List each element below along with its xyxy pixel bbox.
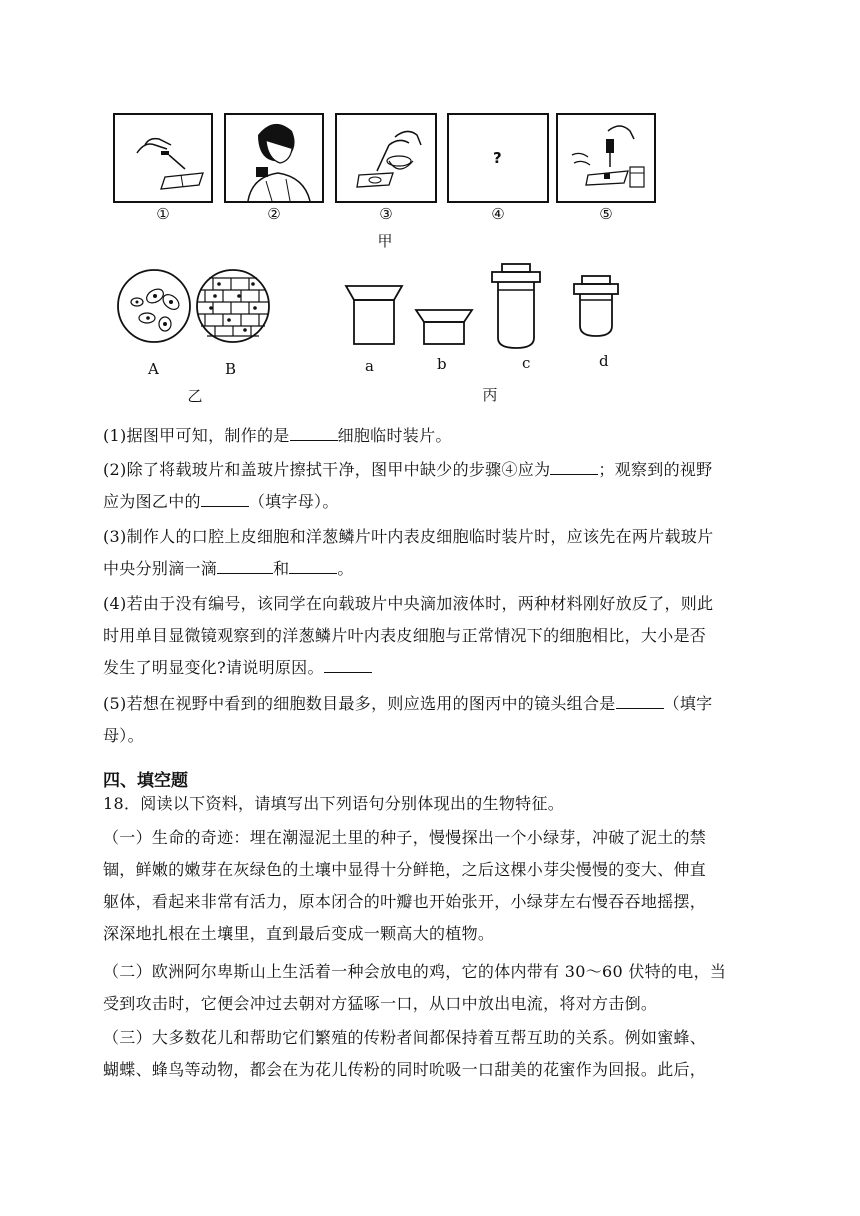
passage-1: （一）生命的奇迹：埋在潮湿泥土里的种子，慢慢探出一个小绿芽，冲破了泥土的禁 锢，鲜嫩的嫩芽在灰绿色的土壤中显得十分鲜艳，之后这棵小芽尖慢慢的变大、伸直 躯体，看起来非常有活力，原本闭合的叶瓣也开始张开，小绿芽左右慢吞吞地摇摆， 深深地扎根在土壤里，直到最后变成一颗高大的植物。: [103, 828, 707, 943]
lens-a-label: a: [365, 357, 374, 375]
figure-bing-lenses: [340, 262, 650, 352]
view-a-label: A: [148, 360, 159, 378]
step-4-panel: [447, 113, 549, 203]
step-2-panel: [224, 113, 324, 203]
person-swab-mouth-icon: [226, 115, 322, 201]
step-3-number: ③: [379, 205, 393, 223]
question-4: (4)若由于没有编号，该同学在向载玻片中央滴加液体时，两种材料刚好放反了，则此 时用单目显微镜观察到的洋葱鳞片叶内表皮细胞与正常情况下的细胞相比，大小是否 发生了明显变化?请说明原因。: [103, 594, 714, 677]
step-1-panel: [113, 113, 213, 203]
step-2-number: ②: [267, 205, 281, 223]
view-b-onion-cells: [197, 270, 269, 342]
lens-c-label: c: [522, 354, 531, 372]
step-1-number: ①: [156, 205, 170, 223]
figure-jia-label: 甲: [377, 232, 393, 250]
question-5: (5)若想在视野中看到的细胞数目最多，则应选用的图丙中的镜头组合是 （填字 母）。: [103, 688, 763, 752]
lens-b-label: b: [437, 355, 447, 373]
section-4-title: 四、填空题: [103, 771, 188, 791]
passage-2: （二）欧洲阿尔卑斯山上生活着一种会放电的鸡，它的体内带有 30～60 伏特的电，当 受到攻击时，它便会冲过去朝对方猛啄一口，从口中放出电流，将对方击倒。: [103, 962, 727, 1013]
answer-blank-3b[interactable]: [289, 555, 337, 574]
answer-blank-5[interactable]: [616, 690, 664, 709]
answer-blank-4[interactable]: [324, 654, 372, 673]
answer-blank-3a[interactable]: [217, 555, 273, 574]
dropper-on-slide-icon: [115, 115, 211, 201]
question-3: (3)制作人的口腔上皮细胞和洋葱鳞片叶内表皮细胞临时装片时，应该先在两片载玻片 中央分别滴一滴 和 。: [103, 527, 714, 578]
lens-c-objective: [492, 264, 540, 348]
question-2: (2)除了将载玻片和盖玻片擦拭干净，图甲中缺少的步骤④应为 ；观察到的视野 应为图乙中的 （填字母）。: [103, 454, 763, 518]
step-5-number: ⑤: [599, 205, 613, 223]
figure-yi-views: [115, 268, 275, 348]
smear-on-slide-icon: [337, 115, 435, 201]
step-4-number: ④: [491, 205, 505, 223]
lens-a-eyepiece: [346, 286, 402, 344]
lens-b-eyepiece: [416, 310, 472, 344]
question-1: (1)据图甲可知，制作的是 细胞临时装片。: [103, 420, 763, 452]
lens-d-label: d: [599, 352, 609, 370]
passage-3: （三）大多数花儿和帮助它们繁殖的传粉者间都保持着互帮互助的关系。例如蜜蜂、 蝴蝶、蜂鸟等动物，都会在为花儿传粉的同时吮吸一口甜美的花蜜作为回报。此后，: [103, 1028, 707, 1079]
figure-bing-label: 丙: [482, 386, 498, 404]
figure-yi-label: 乙: [187, 387, 203, 405]
answer-blank-2a[interactable]: [550, 456, 598, 475]
step-5-panel: [556, 113, 656, 203]
answer-blank-1[interactable]: [290, 422, 338, 441]
step-4-question-mark: ?: [493, 149, 502, 167]
stain-with-dropper-icon: [558, 115, 654, 201]
question-18: 18．阅读以下资料，请填写出下列语句分别体现出的生物特征。: [103, 794, 565, 813]
lens-d-objective: [574, 276, 618, 336]
step-3-panel: [335, 113, 437, 203]
answer-blank-2b[interactable]: [201, 488, 249, 507]
view-b-label: B: [225, 360, 237, 378]
view-a-cheek-cells: [118, 270, 190, 342]
